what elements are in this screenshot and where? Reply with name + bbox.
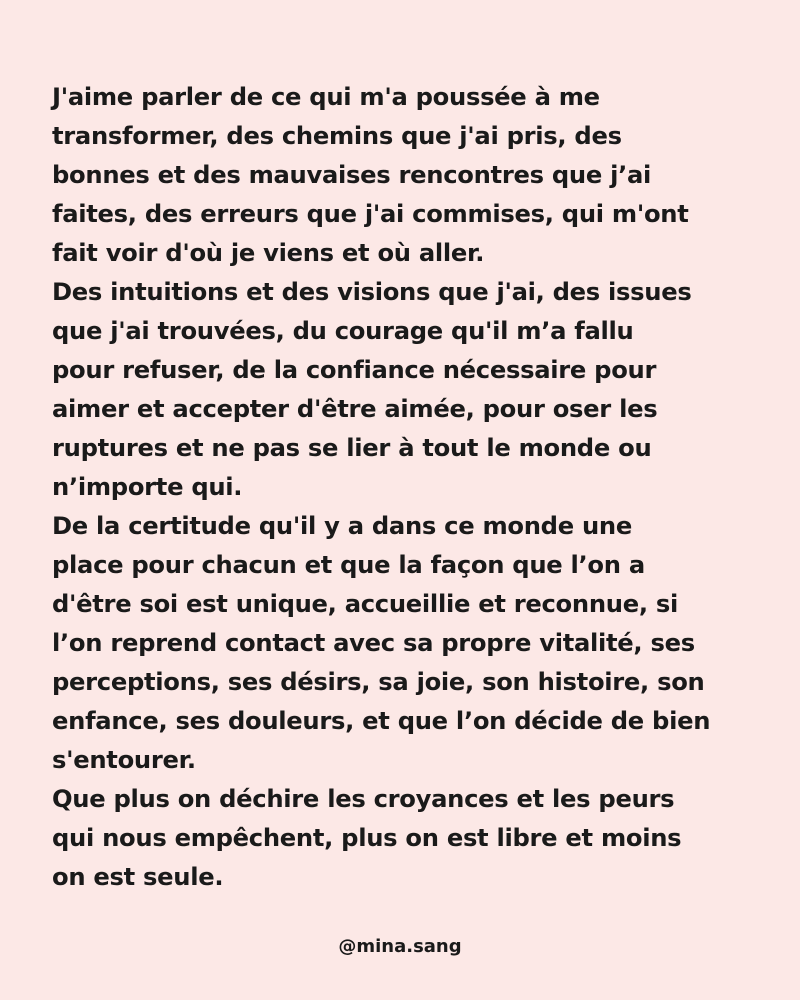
quote-line: s'entourer. — [52, 746, 196, 774]
quote-line: J'aime parler de ce qui m'a poussée à me — [52, 83, 600, 111]
quote-line: l’on reprend contact avec sa propre vitalité, ses — [52, 629, 695, 657]
quote-line: on est seule. — [52, 863, 224, 891]
quote-line: d'être soi est unique, accueillie et reconnue, si — [52, 590, 678, 618]
author-handle: @mina.sang — [338, 936, 462, 957]
quote-text — [52, 78, 772, 897]
quote-line: n’importe qui. — [52, 473, 243, 501]
quote-line: place pour chacun et que la façon que l’on a — [52, 551, 645, 579]
quote-line: que j'ai trouvées, du courage qu'il m’a fallu — [52, 317, 634, 345]
quote-line: faites, des erreurs que j'ai commises, qui m'ont — [52, 200, 689, 228]
quote-line: enfance, ses douleurs, et que l’on décide de bien — [52, 707, 711, 735]
quote-line: perceptions, ses désirs, sa joie, son histoire, son — [52, 668, 705, 696]
quote-line: ruptures et ne pas se lier à tout le monde ou — [52, 434, 652, 462]
quote-line: transformer, des chemins que j'ai pris, des — [52, 122, 622, 150]
quote-line: Des intuitions et des visions que j'ai, des issues — [52, 278, 692, 306]
quote-line: De la certitude qu'il y a dans ce monde une — [52, 512, 632, 540]
quote-line: Que plus on déchire les croyances et les peurs — [52, 785, 675, 813]
quote-line: aimer et accepter d'être aimée, pour oser les — [52, 395, 658, 423]
quote-line: fait voir d'où je viens et où aller. — [52, 239, 485, 267]
quote-line: bonnes et des mauvaises rencontres que j’ai — [52, 161, 652, 189]
quote-line: pour refuser, de la confiance nécessaire pour — [52, 356, 657, 384]
quote-line: qui nous empêchent, plus on est libre et moins — [52, 824, 682, 852]
